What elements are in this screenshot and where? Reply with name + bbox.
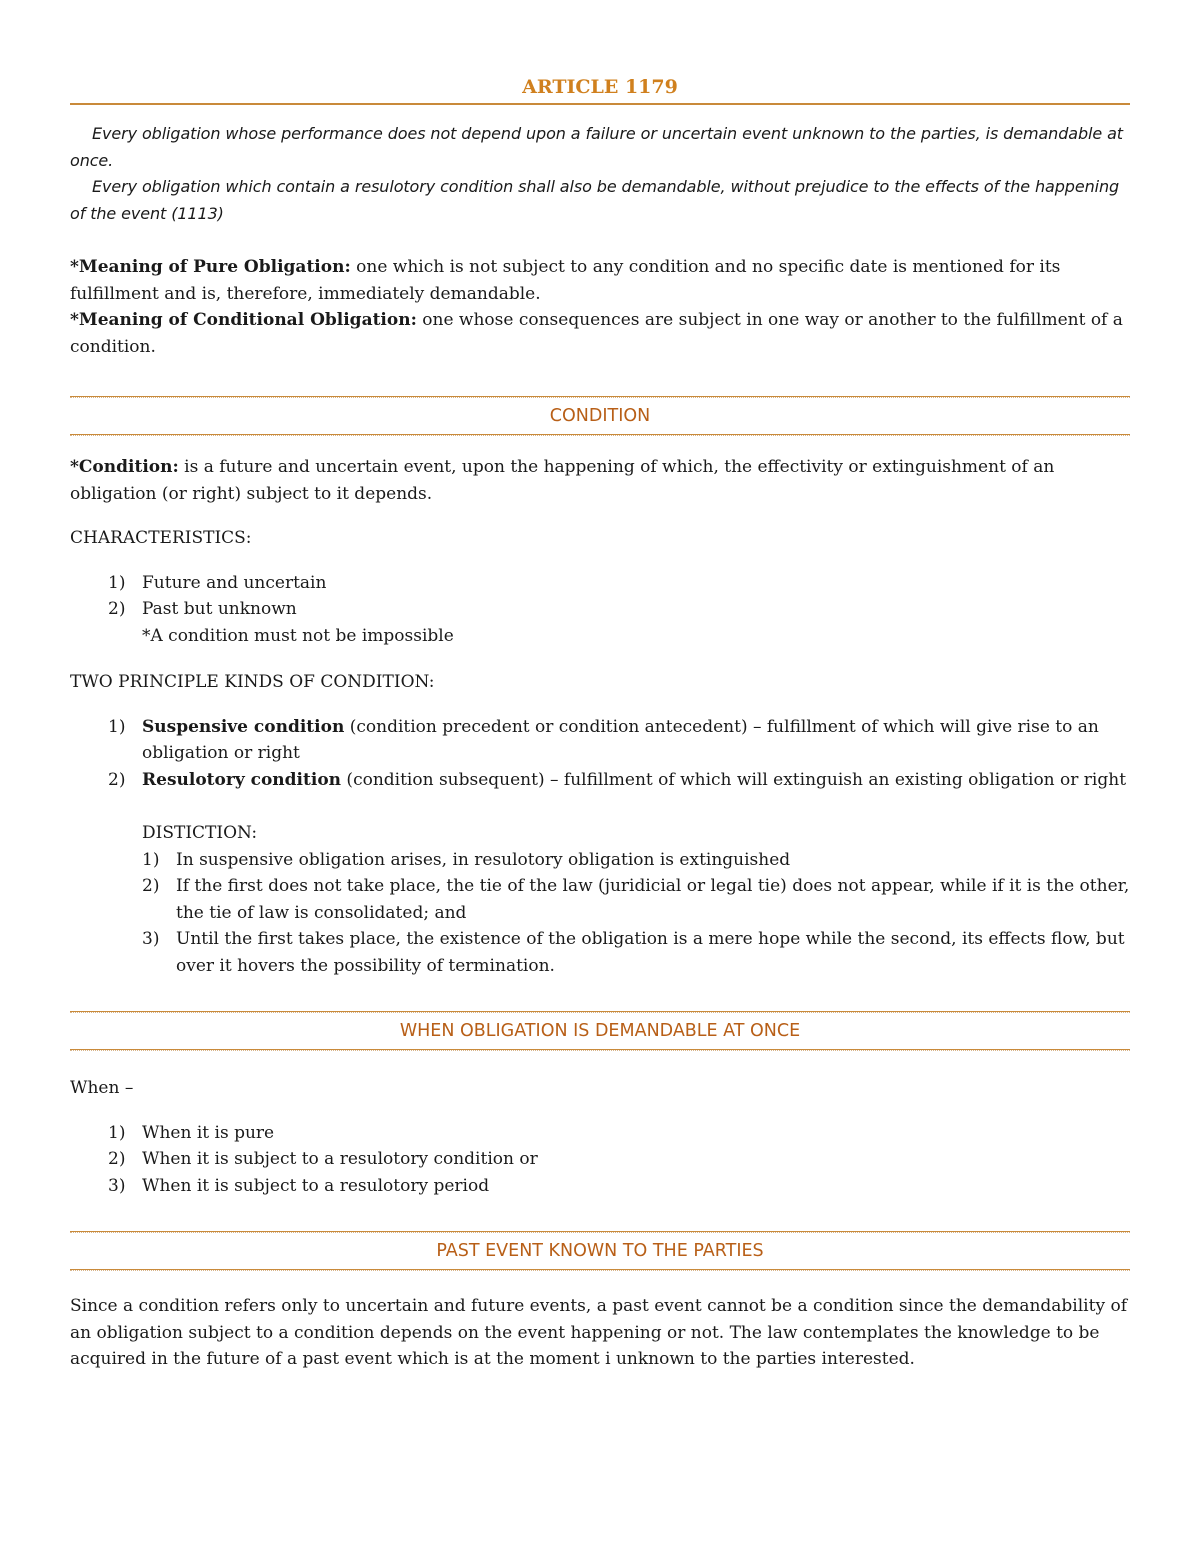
list-text: When it is subject to a resulotory period [142, 1175, 490, 1196]
kind-text: (condition precedent or condition antecedent) – fulfillment of which will give rise to an obligation or right [142, 716, 1099, 763]
list-item [70, 1120, 1130, 1147]
definition-term: *Meaning of Conditional Obligation: [70, 310, 417, 330]
list-number: 1) [108, 716, 126, 737]
definition-term: *Meaning of Pure Obligation: [70, 257, 351, 277]
kinds-label: TWO PRINCIPLE KINDS OF CONDITION: [70, 672, 435, 692]
definition-text: one which is not subject to any condition and no specific date is mentioned for its fulfillment and is, therefore, immediately demandable. [70, 257, 1061, 304]
list-item [70, 1173, 1130, 1200]
kind-text: (condition subsequent) – fulfillment of which will extinguish an existing obligation or right [341, 769, 1127, 790]
list-item [70, 767, 1130, 794]
list-number: 3) [142, 929, 160, 949]
list-item [142, 926, 1130, 979]
list-text: In suspensive obligation arises, in resulotory obligation is extinguished [176, 849, 791, 870]
distinction-list [142, 847, 1130, 980]
characteristics-label: CHARACTERISTICS: [70, 528, 252, 548]
definition-conditional-obligation [70, 307, 1130, 360]
list-number: 2) [108, 1149, 126, 1169]
demandable-section-header [70, 1011, 1130, 1051]
list-text: Future and uncertain [142, 572, 327, 593]
section-title: WHEN OBLIGATION IS DEMANDABLE AT ONCE [399, 1021, 801, 1041]
list-item [70, 596, 1130, 623]
list-number: 2) [108, 599, 126, 619]
list-number: 2) [108, 769, 126, 790]
document-content [70, 70, 1130, 1373]
kinds-list [70, 714, 1130, 794]
list-number: 1) [108, 572, 126, 593]
condition-definition [70, 454, 1130, 507]
distinction-label: DISTICTION: [142, 823, 258, 843]
definition-text: one whose consequences are subject in one way or another to the fulfillment of a condition. [70, 310, 1123, 357]
list-item [70, 1146, 1130, 1173]
definition-term: *Condition: [70, 457, 179, 477]
kind-term: Suspensive condition [142, 716, 345, 737]
definitions [70, 254, 1130, 360]
section-rule [70, 1231, 1130, 1233]
list-text: When it is subject to a resulotory condition or [142, 1149, 538, 1169]
condition-section-header [70, 396, 1130, 436]
section-rule [70, 1049, 1130, 1051]
definition-text: is a future and uncertain event, upon the happening of which, the effectivity or extinguishment of an obligation (or right) subject to it depends. [70, 457, 1055, 504]
demandable-intro: When – [70, 1078, 134, 1098]
characteristics-note: *A condition must not be impossible [142, 625, 454, 646]
list-item [70, 714, 1130, 767]
list-number: 1) [142, 849, 160, 870]
section-rule [70, 1269, 1130, 1271]
section-rule [70, 396, 1130, 398]
definition-pure-obligation [70, 254, 1130, 307]
demandable-list [70, 1120, 1130, 1200]
list-text: Until the first takes place, the existence of the obligation is a mere hope while the second, its effects flow, but over it hovers the possibility of termination. [176, 929, 1125, 976]
article-text [70, 121, 1130, 227]
past-event-paragraph: Since a condition refers only to uncertain and future events, a past event cannot be a condition since the demandability of an obligation subject to a condition depends on the event happening or not. The law contemplates the knowledge to be acquired in the future of a past event which is at the moment i unknown to the parties interested. [70, 1296, 1127, 1369]
list-number: 3) [108, 1175, 126, 1196]
past-event-section-header [70, 1231, 1130, 1271]
distinction-block [142, 820, 1130, 979]
list-text: When it is pure [142, 1122, 275, 1143]
section-rule [70, 434, 1130, 436]
list-item [70, 570, 1130, 597]
list-text: Past but unknown [142, 599, 297, 619]
list-item [142, 873, 1130, 926]
list-number: 2) [142, 876, 160, 896]
list-number: 1) [108, 1122, 126, 1143]
article-paragraph: Every obligation whose performance does not depend upon a failure or uncertain event unknown to the parties, is demandable at once. [70, 124, 1123, 170]
section-title: CONDITION [549, 406, 651, 426]
section-rule [70, 1011, 1130, 1013]
section-title: PAST EVENT KNOWN TO THE PARTIES [436, 1241, 764, 1261]
article-title-rule [70, 103, 1130, 105]
article-paragraph: Every obligation which contain a resulotory condition shall also be demandable, without prejudice to the effects of the happening of the event (1113) [70, 177, 1120, 223]
article-title: ARTICLE 1179 [522, 76, 678, 98]
characteristics-list [70, 570, 1130, 623]
list-item [142, 847, 1130, 874]
list-text: If the first does not take place, the tie of the law (juridicial or legal tie) does not appear, while if it is the other, the tie of law is consolidated; and [176, 876, 1130, 923]
kind-term: Resulotory condition [142, 769, 342, 790]
